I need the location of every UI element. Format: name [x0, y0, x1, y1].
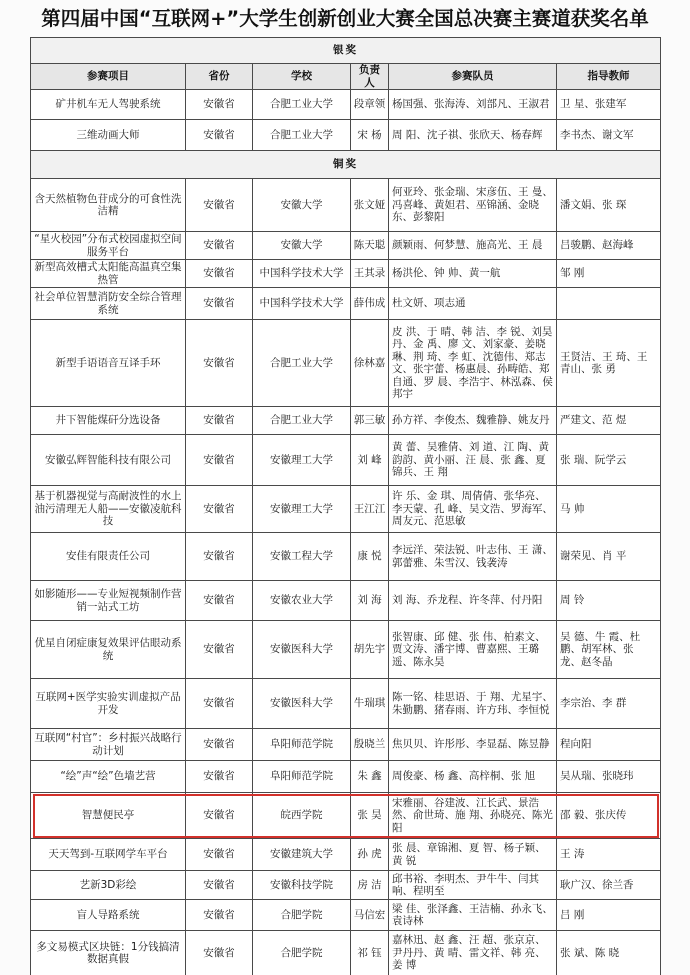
advisors-cell — [557, 179, 661, 232]
province-cell — [186, 679, 253, 729]
project-name-cell — [31, 320, 186, 407]
advisors: 张 斌、陈 晓 — [560, 946, 620, 959]
table-row — [31, 871, 661, 900]
award-table-body — [31, 38, 661, 975]
leader: 张文娅 — [353, 198, 386, 211]
province-cell — [186, 435, 253, 486]
team-members: 刘 海、乔龙程、许冬萍、付丹阳 — [392, 594, 543, 607]
team-members: 杨洪伦、钟 帅、黄一航 — [392, 267, 501, 280]
project-name: 艺新3D彩绘 — [79, 878, 137, 891]
award-table — [30, 37, 661, 975]
project-name: “星火校园”分布式校园虚拟空间服务平台 — [34, 233, 182, 258]
team-members-cell — [389, 486, 557, 533]
leader-cell — [351, 407, 389, 435]
team-members-cell — [389, 679, 557, 729]
advisors-cell — [557, 435, 661, 486]
province-cell — [186, 839, 253, 871]
province: 安徽省 — [203, 198, 235, 211]
advisors-cell — [557, 288, 661, 320]
team-members: 梁 佳、张泽鑫、王洁楠、孙永飞、袁诗林 — [392, 902, 553, 927]
advisors: 周 铃 — [560, 594, 585, 607]
school-cell — [253, 839, 351, 871]
team-members-cell — [389, 793, 557, 839]
school-cell — [253, 120, 351, 151]
leader: 马信宏 — [353, 908, 386, 921]
province: 安徽省 — [203, 550, 235, 563]
project-name-cell — [31, 288, 186, 320]
school: 合肥学院 — [280, 908, 323, 921]
leader-cell — [351, 931, 389, 975]
project-name-cell — [31, 839, 186, 871]
advisors: 马 帅 — [560, 502, 585, 515]
province: 安徽省 — [203, 239, 235, 252]
province-cell — [186, 288, 253, 320]
leader: 王其录 — [353, 267, 386, 280]
province: 安徽省 — [203, 453, 235, 466]
leader-cell — [351, 533, 389, 581]
school: 安徽医科大学 — [270, 697, 333, 710]
team-members: 周俊豪、杨 鑫、高梓桐、张 旭 — [392, 770, 536, 783]
school: 皖西学院 — [280, 809, 323, 822]
school: 安徽理工大学 — [270, 502, 333, 515]
leader-cell — [351, 260, 389, 288]
leader: 段章领 — [353, 98, 386, 111]
project-name: 含天然植物色苷成分的可食性洗洁精 — [34, 192, 182, 217]
team-members-cell — [389, 839, 557, 871]
province-cell — [186, 179, 253, 232]
advisors: 吕骏鹏、赵海峰 — [560, 239, 634, 252]
province: 安徽省 — [203, 594, 235, 607]
province-cell — [186, 407, 253, 435]
table-row — [31, 621, 661, 679]
leader-cell — [351, 581, 389, 621]
leader: 康 悦 — [357, 550, 382, 563]
leader-cell — [351, 288, 389, 320]
leader: 房 洁 — [357, 878, 382, 891]
project-name-cell — [31, 232, 186, 260]
province: 安徽省 — [203, 770, 235, 783]
team-members: 周 阳、沈子祺、张欣天、杨春辉 — [392, 128, 543, 141]
table-row — [31, 260, 661, 288]
province: 安徽省 — [203, 414, 235, 427]
team-members-cell — [389, 931, 557, 975]
team-members: 孙方祥、李俊杰、魏雅静、姚友丹 — [392, 414, 550, 427]
project-name-cell — [31, 486, 186, 533]
advisors-cell — [557, 871, 661, 900]
province: 安徽省 — [203, 502, 235, 515]
column-header-team-members: 参赛队员 — [389, 64, 557, 90]
advisors-cell — [557, 931, 661, 975]
leader-cell — [351, 232, 389, 260]
advisors-cell — [557, 729, 661, 761]
project-name-cell — [31, 581, 186, 621]
province-cell — [186, 871, 253, 900]
leader-cell — [351, 839, 389, 871]
advisors-cell — [557, 621, 661, 679]
leader: 张 昊 — [357, 809, 382, 822]
school: 中国科学技术大学 — [259, 297, 344, 310]
province: 安徽省 — [203, 297, 235, 310]
advisors-cell — [557, 900, 661, 931]
team-members: 张智康、邱 健、张 伟、柏素文、贾文涛、潘宇博、曹嘉熙、王璐遥、陈永昊 — [392, 630, 546, 668]
table-row — [31, 320, 661, 407]
team-members: 邱书裕、李明杰、尹牛牛、闫其响、程明至 — [392, 872, 539, 897]
table-row — [31, 729, 661, 761]
table-row — [31, 288, 661, 320]
team-members-cell — [389, 871, 557, 900]
project-name-cell — [31, 90, 186, 120]
province: 安徽省 — [203, 697, 235, 710]
province-cell — [186, 90, 253, 120]
team-members: 杨国强、张海涛、刘部凡、王淑君 — [392, 98, 550, 111]
province-cell — [186, 931, 253, 975]
advisors-cell — [557, 679, 661, 729]
team-members: 李远洋、荣法锐、叶志伟、王 潇、郭蕾雅、朱雪汉、钱袭涛 — [392, 544, 553, 569]
team-members-cell — [389, 288, 557, 320]
table-row — [31, 839, 661, 871]
advisors-cell — [557, 120, 661, 151]
leader-cell — [351, 793, 389, 839]
province: 安徽省 — [203, 878, 235, 891]
leader-cell — [351, 761, 389, 793]
project-name: 天天驾到-互联网学车平台 — [48, 848, 168, 861]
advisors-cell — [557, 407, 661, 435]
project-name: 新型手语语音互译手环 — [55, 356, 161, 369]
province-cell — [186, 120, 253, 151]
project-name-cell — [31, 900, 186, 931]
advisors: 王 涛 — [560, 848, 585, 861]
school-cell — [253, 232, 351, 260]
project-name: 互联网+医学实验实训虚拟产品开发 — [35, 691, 181, 716]
school-cell — [253, 179, 351, 232]
section-title-silver: 银奖 — [31, 38, 661, 64]
table-row — [31, 761, 661, 793]
advisors: 谢荣见、肖 平 — [560, 550, 627, 563]
province-cell — [186, 761, 253, 793]
advisors: 潘文娟、张 琛 — [560, 198, 627, 211]
school-cell — [253, 729, 351, 761]
project-name-cell — [31, 179, 186, 232]
team-members-cell — [389, 179, 557, 232]
leader: 宋 杨 — [357, 128, 382, 141]
school-cell — [253, 679, 351, 729]
project-name-cell — [31, 435, 186, 486]
province-cell — [186, 320, 253, 407]
project-name-cell — [31, 621, 186, 679]
leader: 朱 鑫 — [357, 770, 382, 783]
advisors: 张 瑞、阮学云 — [560, 453, 627, 466]
table-row — [31, 435, 661, 486]
table-row — [31, 533, 661, 581]
table-row — [31, 90, 661, 120]
leader-cell — [351, 435, 389, 486]
province-cell — [186, 260, 253, 288]
school-cell — [253, 435, 351, 486]
project-name: 社会单位智慧消防安全综合管理系统 — [34, 291, 182, 316]
project-name: 新型高效槽式太阳能高温真空集热管 — [34, 261, 182, 286]
team-members: 何亚玲、张金瑞、宋彦伍、王 曼、冯喜峰、黄妲君、巫锦涵、金晓东、彭黎阳 — [392, 186, 553, 224]
province: 安徽省 — [203, 908, 235, 921]
school-cell — [253, 288, 351, 320]
table-row — [31, 793, 661, 839]
team-members-cell — [389, 581, 557, 621]
column-header-project-name: 参赛项目 — [31, 64, 186, 90]
school-cell — [253, 320, 351, 407]
leader: 陈天聪 — [353, 239, 386, 252]
leader: 孙 虎 — [357, 848, 382, 861]
leader: 薛伟成 — [353, 297, 386, 310]
advisors-cell — [557, 260, 661, 288]
province-cell — [186, 900, 253, 931]
project-name-cell — [31, 761, 186, 793]
school: 阜阳师范学院 — [270, 770, 333, 783]
leader-cell — [351, 871, 389, 900]
advisors-cell — [557, 90, 661, 120]
column-header-row — [31, 64, 661, 90]
team-members: 许 乐、金 琪、周倩倩、张华亮、李天蒙、孔 峰、吴文浩、罗海军、周友元、范思敏 — [392, 490, 553, 528]
province-cell — [186, 486, 253, 533]
advisors-cell — [557, 761, 661, 793]
province: 安徽省 — [203, 128, 235, 141]
advisors: 严建文、范 煜 — [560, 414, 627, 427]
project-name-cell — [31, 931, 186, 975]
leader: 胡先宇 — [353, 643, 386, 656]
school-cell — [253, 871, 351, 900]
advisors-cell — [557, 232, 661, 260]
school-cell — [253, 260, 351, 288]
school-cell — [253, 761, 351, 793]
province: 安徽省 — [203, 267, 235, 280]
project-name: 安徽弘辉智能科技有限公司 — [45, 453, 171, 466]
school-cell — [253, 931, 351, 975]
advisors: 卫 星、张建军 — [560, 98, 627, 111]
advisors: 邹 刚 — [560, 267, 585, 280]
province: 安徽省 — [203, 356, 235, 369]
school-cell — [253, 621, 351, 679]
advisors: 李书杰、谢文军 — [560, 128, 634, 141]
team-members-cell — [389, 320, 557, 407]
school-cell — [253, 793, 351, 839]
table-row — [31, 179, 661, 232]
column-header-advisors: 指导教师 — [557, 64, 661, 90]
team-members: 嘉林迅、赵 鑫、汪 超、张京京、尹丹丹、黄 晴、雷文祥、韩 亮、姜 博 — [392, 934, 546, 972]
school: 安徽理工大学 — [270, 453, 333, 466]
leader-cell — [351, 679, 389, 729]
province: 安徽省 — [203, 643, 235, 656]
team-members-cell — [389, 120, 557, 151]
team-members-cell — [389, 761, 557, 793]
leader: 郭三敏 — [353, 414, 386, 427]
advisors: 王贤洁、王 琦、王青山、张 勇 — [560, 350, 648, 375]
team-members-cell — [389, 90, 557, 120]
team-members: 焦贝贝、许彤彤、李显磊、陈昱静 — [392, 738, 550, 751]
province: 安徽省 — [203, 809, 235, 822]
school: 安徽农业大学 — [270, 594, 333, 607]
leader-cell — [351, 120, 389, 151]
leader-cell — [351, 179, 389, 232]
project-name-cell — [31, 120, 186, 151]
advisors: 程向阳 — [560, 738, 592, 751]
team-members-cell — [389, 435, 557, 486]
team-members: 宋雅丽、谷建波、江长武、景浩然、俞世琦、施 翔、孙晓亮、陈光阳 — [392, 796, 553, 834]
school: 合肥工业大学 — [270, 356, 333, 369]
school: 阜阳师范学院 — [270, 738, 333, 751]
advisors-cell — [557, 320, 661, 407]
project-name: 如影随形——专业短视频制作营销一站式工坊 — [34, 588, 182, 613]
leader-cell — [351, 90, 389, 120]
column-header-school: 学校 — [253, 64, 351, 90]
leader-cell — [351, 621, 389, 679]
advisors-cell — [557, 793, 661, 839]
leader: 祁 钰 — [357, 946, 382, 959]
team-members-cell — [389, 232, 557, 260]
school: 安徽医科大学 — [270, 643, 333, 656]
province-cell — [186, 581, 253, 621]
team-members-cell — [389, 621, 557, 679]
leader-cell — [351, 320, 389, 407]
table-row — [31, 581, 661, 621]
team-members: 黄 蕾、吴雅倩、刘 道、江 陶、黄韵韵、黄小丽、汪 晨、张 鑫、夏锦兵、王 翔 — [392, 441, 550, 479]
leader: 徐林嘉 — [353, 356, 386, 369]
team-members-cell — [389, 260, 557, 288]
school-cell — [253, 581, 351, 621]
team-members: 陈一铭、桂思语、于 翔、尤星宇、朱勤鹏、猪春雨、许方玮、李恒悦 — [392, 691, 553, 716]
team-members-cell — [389, 533, 557, 581]
advisors-cell — [557, 533, 661, 581]
project-name: 智慧便民亭 — [81, 809, 135, 822]
project-name: 互联网“村官”：乡村振兴战略行动计划 — [34, 732, 182, 757]
team-members: 杜文妍、项志通 — [392, 297, 466, 310]
province-cell — [186, 533, 253, 581]
school: 安徽科技学院 — [270, 878, 333, 891]
project-name-cell — [31, 407, 186, 435]
school: 合肥工业大学 — [270, 98, 333, 111]
project-name: 安佳有限责任公司 — [66, 550, 150, 563]
leader-cell — [351, 900, 389, 931]
province-cell — [186, 793, 253, 839]
project-name: “绘”声“绘”色墙艺营 — [60, 770, 156, 783]
table-row — [31, 679, 661, 729]
school: 合肥工业大学 — [270, 128, 333, 141]
page-title: 第四届中国“互联网+”大学生创新创业大赛全国总决赛主赛道获奖名单 — [41, 7, 649, 30]
province: 安徽省 — [203, 738, 235, 751]
project-name-cell — [31, 793, 186, 839]
province: 安徽省 — [203, 98, 235, 111]
table-row — [31, 407, 661, 435]
project-name: 三维动画大师 — [76, 128, 140, 141]
province: 安徽省 — [203, 848, 235, 861]
project-name: 盲人导路系统 — [76, 908, 140, 921]
team-members: 张 晨、章锦湘、夏 智、杨子颖、黄 锐 — [392, 842, 546, 867]
table-row — [31, 931, 661, 975]
province-cell — [186, 729, 253, 761]
team-members-cell — [389, 900, 557, 931]
project-name-cell — [31, 533, 186, 581]
advisors-cell — [557, 486, 661, 533]
advisors-cell — [557, 839, 661, 871]
school: 安徽大学 — [280, 198, 323, 211]
school: 合肥工业大学 — [270, 414, 333, 427]
advisors: 邵 毅、张庆传 — [560, 809, 627, 822]
advisors: 耿广汉、徐兰香 — [560, 878, 634, 891]
school-cell — [253, 407, 351, 435]
advisors: 吕 刚 — [560, 908, 585, 921]
project-name: 基于机器视觉与高耐波性的水上油污清理无人船——安徽凌航科技 — [34, 490, 182, 528]
table-row — [31, 486, 661, 533]
school: 中国科学技术大学 — [259, 267, 344, 280]
team-members: 颜颖雨、何梦慧、施高光、王 晨 — [392, 239, 543, 252]
column-header-leader: 负责人 — [351, 64, 389, 90]
school: 安徽工程大学 — [270, 550, 333, 563]
project-name: 优星自闭症康复效果评估眼动系统 — [34, 637, 182, 662]
section-row — [31, 38, 661, 64]
leader: 刘 峰 — [357, 453, 382, 466]
leader: 王江江 — [353, 502, 386, 515]
school-cell — [253, 90, 351, 120]
project-name-cell — [31, 729, 186, 761]
advisors: 李宗治、李 群 — [560, 697, 627, 710]
advisors: 吴 德、牛 霞、杜 鹏、胡军林、张 龙、赵冬晶 — [560, 630, 641, 668]
school-cell — [253, 533, 351, 581]
school: 安徽建筑大学 — [270, 848, 333, 861]
province-cell — [186, 621, 253, 679]
project-name: 井下智能煤矸分选设备 — [55, 414, 161, 427]
team-members-cell — [389, 729, 557, 761]
province-cell — [186, 232, 253, 260]
project-name: 多文易模式区块链：1分钱搞清数据真假 — [36, 940, 180, 965]
school-cell — [253, 486, 351, 533]
advisors-cell — [557, 581, 661, 621]
table-row — [31, 120, 661, 151]
project-name-cell — [31, 679, 186, 729]
advisors: 吴从瑞、张晓玮 — [560, 770, 634, 783]
project-name-cell — [31, 260, 186, 288]
leader: 牛瑞琪 — [353, 697, 386, 710]
leader-cell — [351, 729, 389, 761]
table-row — [31, 232, 661, 260]
table-row — [31, 900, 661, 931]
team-members: 皮 洪、于 晴、韩 洁、李 锐、刘昊丹、金 禹、廖 文、刘家豪、姜晓琳、荆 琦、李 虹、沈德伟、郑志文、张宇蕾、杨惠晨、孙畴皓、郑自通、罗 晨、李浩宇、林泓森、侯邦宇 — [392, 325, 553, 400]
school-cell — [253, 900, 351, 931]
province: 安徽省 — [203, 946, 235, 959]
project-name-cell — [31, 871, 186, 900]
section-row — [31, 151, 661, 179]
section-title-bronze: 铜奖 — [31, 151, 661, 179]
project-name: 矿井机车无人驾驶系统 — [55, 98, 161, 111]
school: 合肥学院 — [280, 946, 323, 959]
leader-cell — [351, 486, 389, 533]
school: 安徽大学 — [280, 239, 323, 252]
leader: 刘 海 — [357, 594, 382, 607]
column-header-province: 省份 — [186, 64, 253, 90]
leader: 殷晓兰 — [353, 738, 386, 751]
team-members-cell — [389, 407, 557, 435]
